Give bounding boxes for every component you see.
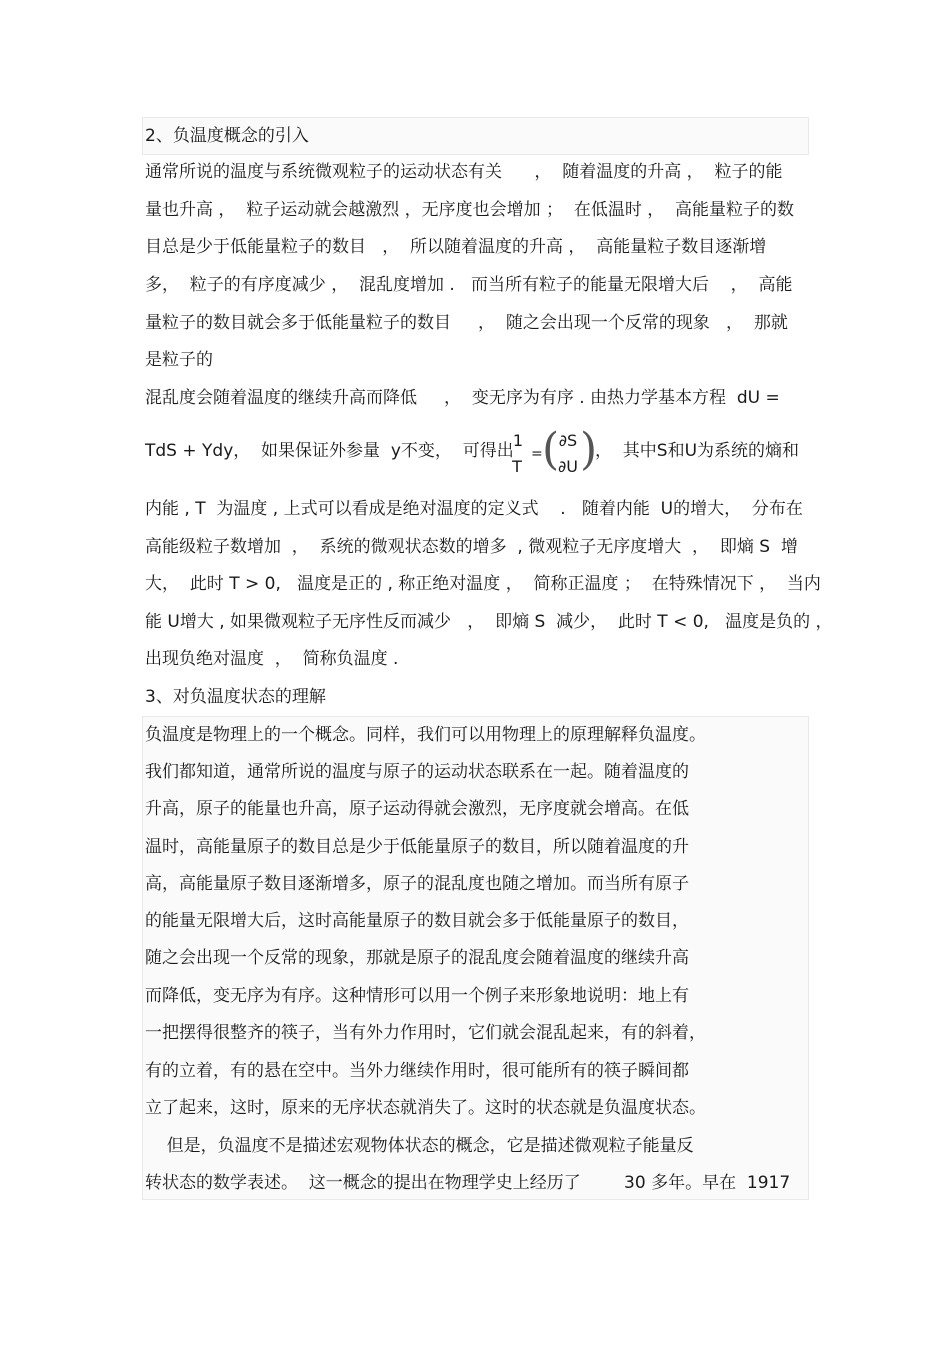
s2-line-7: 混乱度会随着温度的继续升高而降低 ， 变无序为有序 . 由热力学基本方程 dU = — [145, 388, 780, 408]
s3-line-2: 我们都知道，通常所说的温度与原子的运动状态联系在一起。随着温度的 — [145, 762, 689, 782]
s2-after-line-1: 内能 , T 为温度 , 上式可以看成是绝对温度的定义式 . 随着内能 U的增大， 分布在 — [145, 499, 803, 519]
s3-line-3: 升高，原子的能量也升高，原子运动得就会激烈，无序度就会增高。在低 — [145, 799, 689, 819]
frac-one-denominator: T — [512, 457, 522, 476]
s2-after-line-2: 高能级粒子数增加 ， 系统的微观状态数的增多 , 微观粒子无序度增大 ， 即熵 S 增 — [145, 537, 798, 557]
s3-line-5: 高，高能量原子数目逐渐增多，原子的混乱度也随之增加。而当所有原子 — [145, 874, 689, 894]
s3-line-10: 有的立着，有的悬在空中。当外力继续作用时，很可能所有的筷子瞬间都 — [145, 1061, 689, 1081]
partial-denominator: ∂U — [558, 457, 578, 476]
s2-after-line-4: 能 U增大 , 如果微观粒子无序性反而减少 ， 即熵 S 减少， 此时 T < 0, 温度是负的 ， — [145, 612, 833, 632]
s2-after-line-3: 大， 此时 T > 0, 温度是正的 , 称正绝对温度 ， 简称正温度 ； 在特殊情况下 ， 当内 — [145, 574, 821, 594]
s2-line-5: 量粒子的数目就会多于低能量粒子的数目 ， 随之会出现一个反常的现象 ， 那就 — [145, 313, 788, 333]
s3-line-6: 的能量无限增大后，这时高能量原子的数目就会多于低能量原子的数目， — [145, 911, 689, 931]
s2-line-6: 是粒子的 — [145, 350, 213, 370]
s2-line-2: 量也升高 ， 粒子运动就会越激烈 ，无序度也会增加 ； 在低温时 ， 高能量粒子的数 — [145, 200, 795, 220]
s2-line-1: 通常所说的温度与系统微观粒子的运动状态有关 ， 随着温度的升高 ， 粒子的能 — [145, 162, 783, 182]
s2-after-line-5: 出现负绝对温度 ， 简称负温度 . — [145, 649, 399, 669]
s2-line-3: 目总是少于低能量粒子的数目 ， 所以随着温度的升高 ， 高能量粒子数目逐渐增 — [145, 237, 767, 257]
right-paren-icon: ) — [580, 424, 598, 475]
s3-line-12: 但是，负温度不是描述宏观物体状态的概念，它是描述微观粒子能量反 — [145, 1136, 694, 1156]
s2-line-4: 多， 粒子的有序度减少 ， 混乱度增加 . 而当所有粒子的能量无限增大后 ， 高能 — [145, 275, 793, 295]
s3-line-9: 一把摆得很整齐的筷子，当有外力作用时，它们就会混乱起来，有的斜着， — [145, 1023, 706, 1043]
s3-line-7: 随之会出现一个反常的现象，那就是原子的混乱度会随着温度的继续升高 — [145, 948, 689, 968]
frac-one-numerator: 1 — [512, 431, 524, 450]
s3-line-8: 而降低，变无序为有序。这种情形可以用一个例子来形象地说明：地上有 — [145, 986, 689, 1006]
s3-line-11: 立了起来，这时，原来的无序状态就消失了。这时的状态就是负温度状态。 — [145, 1098, 706, 1118]
s3-line-1: 负温度是物理上的一个概念。同样，我们可以用物理上的原理解释负温度。 — [145, 725, 706, 745]
partial-numerator: ∂S — [558, 431, 578, 450]
left-paren-icon: ( — [542, 424, 560, 475]
section3-title: 3、对负温度状态的理解 — [145, 687, 326, 707]
formula-right-text: ， 其中S和U为系统的熵和 — [595, 441, 800, 461]
section2-title: 2、负温度概念的引入 — [145, 126, 309, 146]
formula-equals: = — [531, 446, 543, 462]
s3-line-4: 温时，高能量原子的数目总是少于低能量原子的数目，所以随着温度的升 — [145, 837, 689, 857]
s3-line-13: 转状态的数学表述。 这一概念的提出在物理学史上经历了 30 多年。早在 1917 — [145, 1173, 791, 1193]
formula-left-text: TdS + Ydy， 如果保证外参量 y不变， 可得出 — [145, 441, 514, 461]
